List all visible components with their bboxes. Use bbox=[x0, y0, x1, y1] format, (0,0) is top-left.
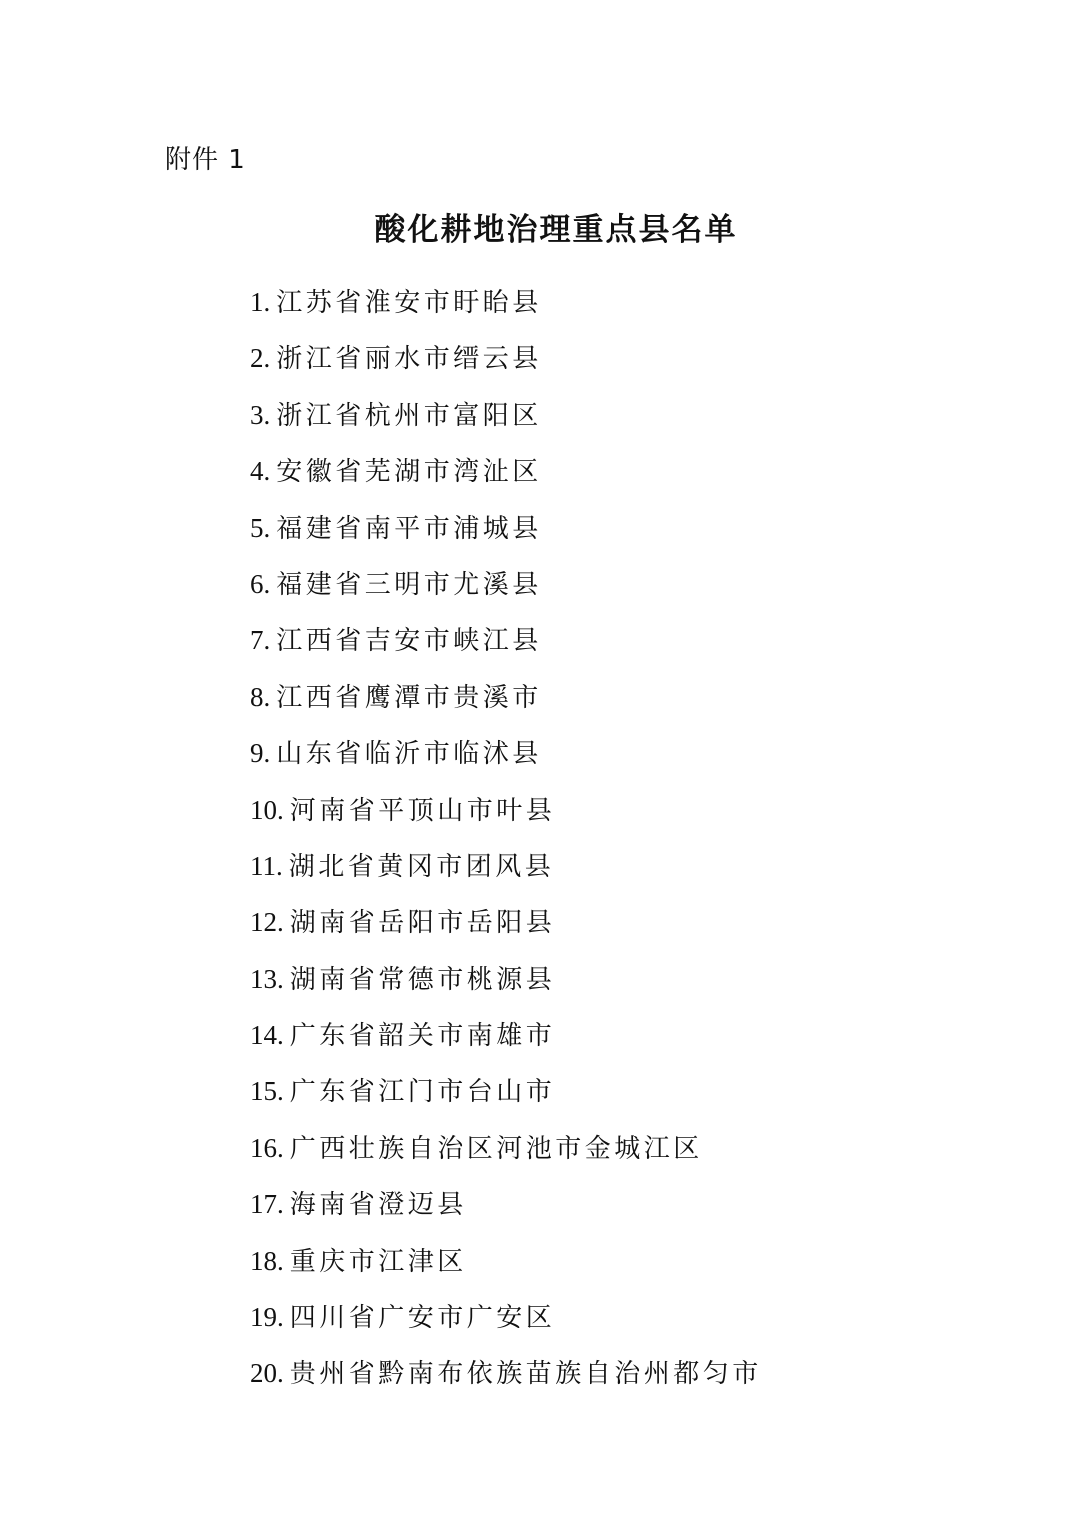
item-text: 湖北省黄冈市团风县 bbox=[288, 851, 555, 882]
item-text: 山东省临沂市临沭县 bbox=[276, 739, 542, 770]
item-number: 8. bbox=[250, 681, 271, 712]
item-number: 6. bbox=[250, 568, 271, 599]
item-text: 广东省江门市台山市 bbox=[289, 1077, 556, 1108]
item-number: 3. bbox=[250, 399, 271, 430]
item-number: 17. bbox=[250, 1189, 284, 1220]
list-item bbox=[250, 391, 762, 447]
item-text: 贵州省黔南布依族苗族自治州都匀市 bbox=[289, 1359, 762, 1390]
list-item bbox=[250, 955, 762, 1011]
item-number: 15. bbox=[250, 1076, 284, 1107]
item-number: 12. bbox=[250, 907, 284, 938]
list-item bbox=[250, 278, 762, 334]
list-item bbox=[250, 1293, 762, 1349]
item-text: 湖南省岳阳市岳阳县 bbox=[289, 908, 556, 939]
list-item bbox=[250, 504, 762, 560]
item-text: 安徽省芜湖市湾沚区 bbox=[276, 457, 542, 488]
item-text: 重庆市江津区 bbox=[289, 1246, 467, 1277]
item-number: 18. bbox=[250, 1245, 284, 1276]
list-item bbox=[250, 673, 762, 729]
list-item bbox=[250, 786, 762, 842]
item-number: 14. bbox=[250, 1020, 284, 1051]
item-text: 福建省三明市尤溪县 bbox=[276, 569, 542, 600]
item-text: 四川省广安市广安区 bbox=[289, 1303, 556, 1334]
list-item bbox=[250, 447, 762, 503]
list-item bbox=[250, 1067, 762, 1123]
item-number: 20. bbox=[250, 1358, 284, 1389]
item-text: 江西省吉安市峡江县 bbox=[276, 626, 542, 657]
document-title: 酸化耕地治理重点县名单 bbox=[374, 212, 738, 248]
attachment-label: 附件 1 bbox=[165, 145, 246, 175]
list-item bbox=[250, 842, 762, 898]
item-number: 13. bbox=[250, 963, 284, 994]
item-text: 浙江省丽水市缙云县 bbox=[276, 344, 542, 375]
item-number: 7. bbox=[250, 625, 271, 656]
item-number: 19. bbox=[250, 1302, 284, 1333]
item-text: 湖南省常德市桃源县 bbox=[289, 964, 556, 995]
item-text: 广西壮族自治区河池市金城江区 bbox=[289, 1133, 703, 1164]
list-item bbox=[250, 334, 762, 390]
list-item bbox=[250, 1011, 762, 1067]
list-item bbox=[250, 729, 762, 785]
item-number: 5. bbox=[250, 512, 271, 543]
item-number: 11. bbox=[250, 850, 283, 881]
list-item bbox=[250, 898, 762, 954]
item-text: 广东省韶关市南雄市 bbox=[289, 1021, 556, 1052]
list-item bbox=[250, 560, 762, 616]
item-number: 4. bbox=[250, 456, 271, 487]
list-item bbox=[250, 1180, 762, 1236]
item-text: 江苏省淮安市盱眙县 bbox=[276, 288, 542, 318]
list-item bbox=[250, 1237, 762, 1293]
item-number: 2. bbox=[250, 343, 271, 374]
item-number: 10. bbox=[250, 794, 284, 825]
item-text: 福建省南平市浦城县 bbox=[276, 513, 542, 544]
list-item bbox=[250, 1349, 762, 1405]
item-number: 9. bbox=[250, 738, 271, 769]
item-number: 1. bbox=[250, 287, 271, 317]
item-number: 16. bbox=[250, 1132, 284, 1163]
item-text: 江西省鹰潭市贵溪市 bbox=[276, 682, 542, 713]
list-item bbox=[250, 1124, 762, 1180]
item-text: 海南省澄迈县 bbox=[289, 1190, 467, 1221]
county-list bbox=[250, 278, 762, 1406]
list-item bbox=[250, 616, 762, 672]
item-text: 河南省平顶山市叶县 bbox=[289, 795, 556, 826]
item-text: 浙江省杭州市富阳区 bbox=[276, 400, 542, 431]
